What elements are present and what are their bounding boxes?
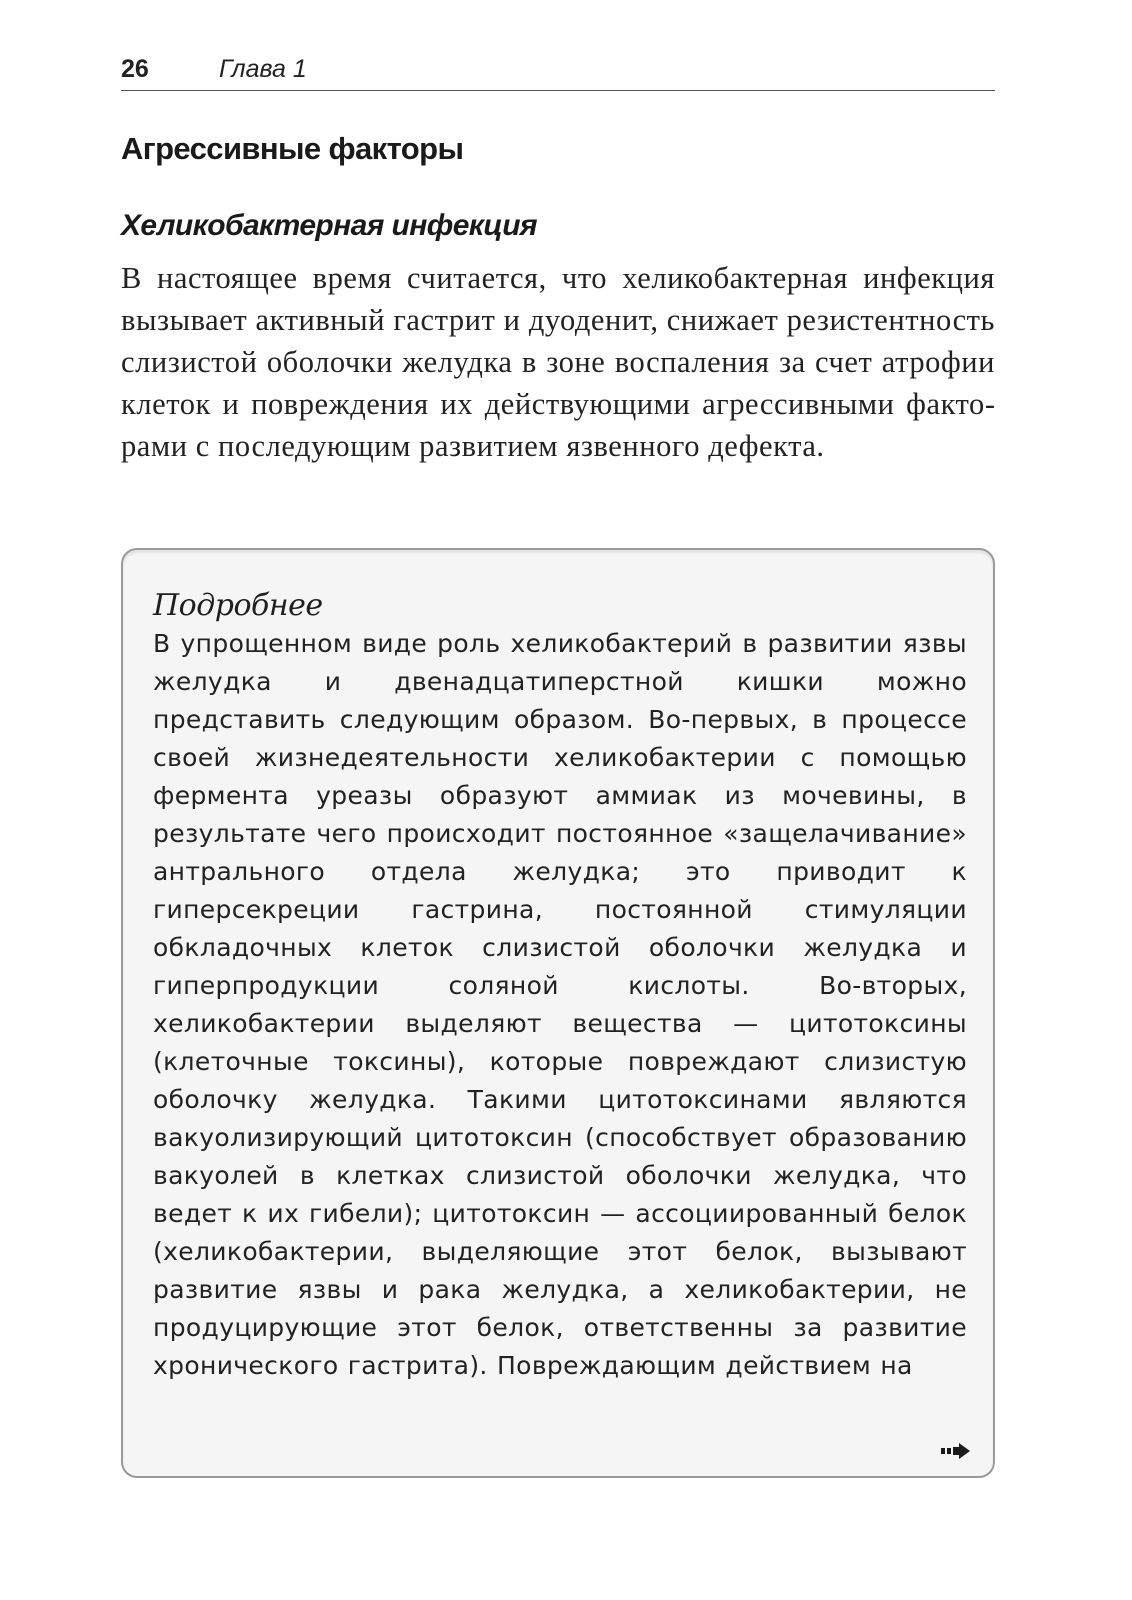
sidebar-title: Подробнее — [153, 588, 323, 623]
page-number: 26 — [121, 55, 149, 83]
page — [121, 55, 995, 467]
chapter-label: Глава 1 — [219, 55, 307, 83]
arrow-right-icon — [941, 1442, 971, 1460]
running-header — [121, 55, 995, 91]
subsection-title: Хеликобактерная инфекция — [121, 209, 537, 242]
details-sidebar-box — [121, 548, 995, 1478]
sidebar-paragraph: В упрощенном виде роль хеликобактерий в развитии язвы желудка и двенадцатиперстной кишки можно представить следующим образом. Во-первых, в процессе своей жизнедеятельности хеликобактерии с помощью фермента уреазы образуют аммиак из мочевины, в результате чего происходит постоянное «защелачивание» антрального отдела желудка; это приводит к гиперсекреции гастрина, постоянной стимуляции обкладочных клеток слизистой оболочки желудка и гиперпродукции соляной кислоты. Во-вторых, хеликобактерии выделяют вещества — цитотоксины (клеточные токсины), которые повреждают слизистую оболочку желудка. Такими цитотоксинами являются вакуолизирующий цитотоксин (способствует образованию вакуолей в клетках слизистой оболочки желудка, что ведет к их гибели); цитотоксин — ассоциированный белок (хеликобактерии, выделяющие этот белок, вызывают развитие язвы и рака желудка, а хеликобактерии, не продуцирующие этот белок, ответственны за развитие хронического гастрита). Повреждающим действием на — [153, 629, 967, 1380]
section-title: Агрессивные факторы — [121, 131, 464, 166]
body-paragraph: В настоящее время считается, что хеликобактерная инфекция вызывает активный гастрит и дуоденит, снижает резистентность слизистой оболочки желудка в зоне воспаления за счет атрофии клеток и повреждения их действующими агрессивными факторами с последующим развитием язвенного дефекта. — [121, 261, 995, 463]
